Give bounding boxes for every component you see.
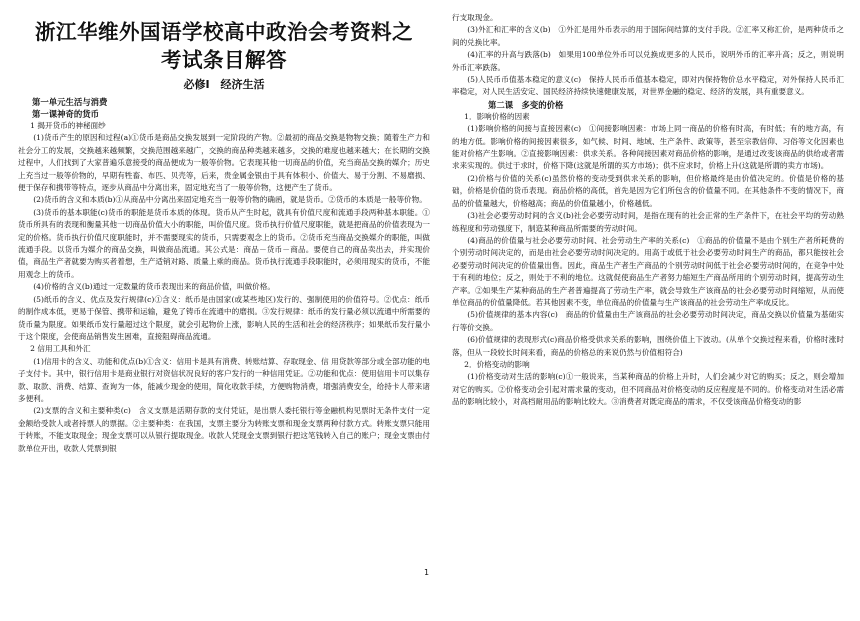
- paragraph: (4)价格的含义(b)通过一定数量的货币表现出来的商品价值，叫做价格。: [33, 282, 275, 292]
- paragraph: (5)价值规律的基本内容(c) 商品的价值量由生产该商品的社会必要劳动时间决定，商品交换以价值量为基础实行等价交换。: [452, 310, 844, 332]
- paragraph: (3)外汇和汇率的含义(b) ①外汇是用外币表示的用于国际间结算的支付手段。②汇率又称汇价，是两种货币之间的兑换比率。: [452, 25, 844, 47]
- page-number: 1: [424, 568, 430, 577]
- paragraph: (3)社会必要劳动时间的含义(b)社会必要劳动时间，是指在现有的社会正常的生产条件下，在社会平均的劳动熟练程度和劳动强度下，制造某种商品所需要的劳动时间。: [452, 211, 844, 233]
- paragraph: (2)价格与价值的关系(c)虽然价格的变动受到供求关系的影响，但价格最终是由价值决定的。价值是价格的基础，价格是价值的货币表现。商品价格的高低，首先是因为它们所包含的价值量不同。在其他条件不变的情况下，商品的价值量越大，价格越高；商品的价值量越小，价格越低。: [452, 173, 844, 208]
- document-title-line1: 浙江华维外国语学校高中政治会考资料之: [35, 20, 413, 44]
- paragraph: (1)信用卡的含义、功能和优点(b)①含义：信用卡是具有消费、转账结算、存取现金、信 用贷款等部分或全部功能的电子支付卡。其中，银行信用卡是商业银行对资信状况良好的客户发行的一种信用凭证。②功能和优点：使用信用卡可以集存款、取款、消费、结算、查询为一体，能减少现金的使用，简化收款手续，方便购物消费，增强消费安全，给持卡人带来诸多便利。: [18, 356, 430, 403]
- paragraph: 行支取现金。: [452, 13, 498, 22]
- paragraph: (5)纸币的含义、优点及发行规律(c)①含义：纸币是由国家(或某些地区)发行的、强制使用的价值符号。②优点：纸币的制作成本低，更易于保管、携带和运输，避免了铸币在流通中的磨损。③发行规律：纸币的发行量必须以流通中所需要的货币量为限度。如果纸币发行量超过这个限度，就会引起物价上涨，影响人民的生活和社会的经济秩序；如果纸币发行量小于这个限度，会使商品销售发生困难，直接阻碍商品流通。: [18, 294, 430, 341]
- paragraph: (2)支票的含义和主要种类(c) 含义支票是活期存款的支付凭证，是出票人委托银行等金融机构见票时无条件支付一定金额给受款人或者持票人的票据。②主要种类：在我国，支票主要分为转账支票和现金支票两种付款方式。转账支票只能用于转账，不能支取现金；现金支票可以从银行提取现金。收款人凭现金支票到银行把这笔钱转入自己的账户；现金支票由付款单位开出，收款人凭票到银: [18, 406, 430, 453]
- section-heading: 2．价格变动的影响: [464, 359, 530, 369]
- paragraph: (1)影响价格的间接与直接因素(c) ①间接影响因素：市场上同一商品的价格有时高，有时低；有的地方高，有的地方低。影响价格的间接因素很多，如气候、时间、地域、生产条件、政策等，甚至宗教信仰、习俗等文化因素也能对价格产生影响。②直接影响因素：供求关系。各种间接因素对商品价格的影响，是通过改变该商品的供给或者需求来实现的。供过于求时，价格下降(这就是所谓的买方市场)；供不应求时，价格上升(这就是所谓的卖方市场)。: [452, 124, 844, 171]
- paragraph: (1)价格变动对生活的影响(c)①一般说来，当某种商品的价格上升时，人们会减少对它的购买；反之，则会增加对它的购买。②价格变动会引起对需求量的变动，但不同商品对价格变动的反应程度是不同的。价格变动对生活必需品的影响比较小，对高档耐用品的影响比较大。③消费者对既定商品的需求，不仅受该商品价格变动的影: [452, 372, 844, 407]
- paragraph: (4)汇率的升高与跌落(b) 如果用100单位外币可以兑换成更多的人民币，说明外币的汇率升高；反之，则说明外币汇率跌落。: [452, 50, 844, 72]
- document-subtitle: 必修Ⅰ 经济生活: [183, 78, 265, 91]
- section-heading: 1 揭开货币的神秘面纱: [30, 121, 106, 130]
- paragraph: (4)商品的价值量与社会必要劳动时间、社会劳动生产率的关系(c) ①商品的价值量不是由个别生产者所耗费的个别劳动时间决定的，而是由社会必要劳动时间决定的。用高于或低于社会必要劳动时间生产的商品，都只能按社会必要劳动时间决定的价值量出售。因此，商品生产者生产商品的个别劳动时间低于社会必要劳动时间的，在竞争中处于有利的地位；反之，则处于不利的地位。这就促使商品生产者努力缩短生产商品所用的个别劳动时间，提高劳动生产率。②如果生产某种商品的生产者普遍提高了劳动生产率，就会导致生产该商品的社会必要劳动时间缩短，从而使单位商品的价值量降低。若其他因素不变，单位商品的价值量与生产该商品的社会劳动生产率成反比。: [452, 235, 844, 307]
- lesson-heading: 第一课神奇的货币: [32, 109, 99, 119]
- right-column: [452, 12, 844, 409]
- paragraph: (1)货币产生的原因和过程(a)①货币是商品交换发展到一定阶段的产物。②最初的商品交换是物物交换；随着生产力和社会分工的发展，交换越来越频繁，交换范围越来越广，交换的商品种类越来越多，交换的难度也越来越大；在长期的交换过程中，人们找到了大家普遍乐意接受的商品便成为一般等价物。它表现其他一切商品的价值，充当商品交换的媒介；历史上充当过一般等价物的，早期有牲畜、布匹、贝壳等，后来，贵金属金银由于具有体积小、价值大、易于分割、不易磨损、便于保存和携带等特点，逐步从商品中分离出来，固定地充当了一般等价物，这便产生了货币。: [18, 133, 430, 193]
- paragraph: (6)价值规律的表现形式(c)商品价格受供求关系的影响，围绕价值上下波动。(从单个交换过程来看，价格时涨时落，但从一段较长时间来看，商品的价格总的来说仍然与价值相符合): [452, 335, 844, 357]
- unit-heading: 第一单元生活与消费: [32, 97, 108, 107]
- document-title-line2: 考试条目解答: [161, 48, 287, 72]
- lesson-heading: 第二课 多变的价格: [488, 99, 564, 110]
- section-heading: 1．影响价格的因素: [464, 111, 530, 121]
- paragraph: (5)人民币币值基本稳定的意义(c) 保持人民币币值基本稳定，即对内保持物价总水平稳定，对外保持人民币汇率稳定，对人民生活安定、国民经济持续快速健康发展，对世界金融的稳定、经济的发展，具有重要意义。: [452, 75, 844, 97]
- section-heading: 2 信用工具和外汇: [30, 344, 91, 354]
- paragraph: (2)货币的含义和本质(b)①从商品中分离出来固定地充当一般等价物的确函，就是货币。②货币的本质是一般等价物。: [33, 195, 427, 205]
- paragraph: (3)货币的基本职能(c)货币的职能是货币本质的体现。货币从产生时起，就具有价值尺度和流通手段两种基本职能。①货币所具有的表现和衡量其他一切商品价值大小的职能，叫价值尺度。货币执行价值尺度职能，就是把商品的价值表现为一定的价格。货币执行价值尺度职能时，并不需要现实的货币，只需要观念上的货币。②货币充当商品交换媒介的职能，叫做流通手段。以货币为媒介的商品交换，叫做商品流通。其公式是：商品－货币－商品。要使自己的商品卖出去，并实现价值，商品生产者就要为购买者着想，生产适销对路、质量上乘的商品。货币执行流通手段职能时，必须用现实的货币，不能用观念上的货币。: [18, 207, 430, 279]
- left-column: [18, 18, 430, 455]
